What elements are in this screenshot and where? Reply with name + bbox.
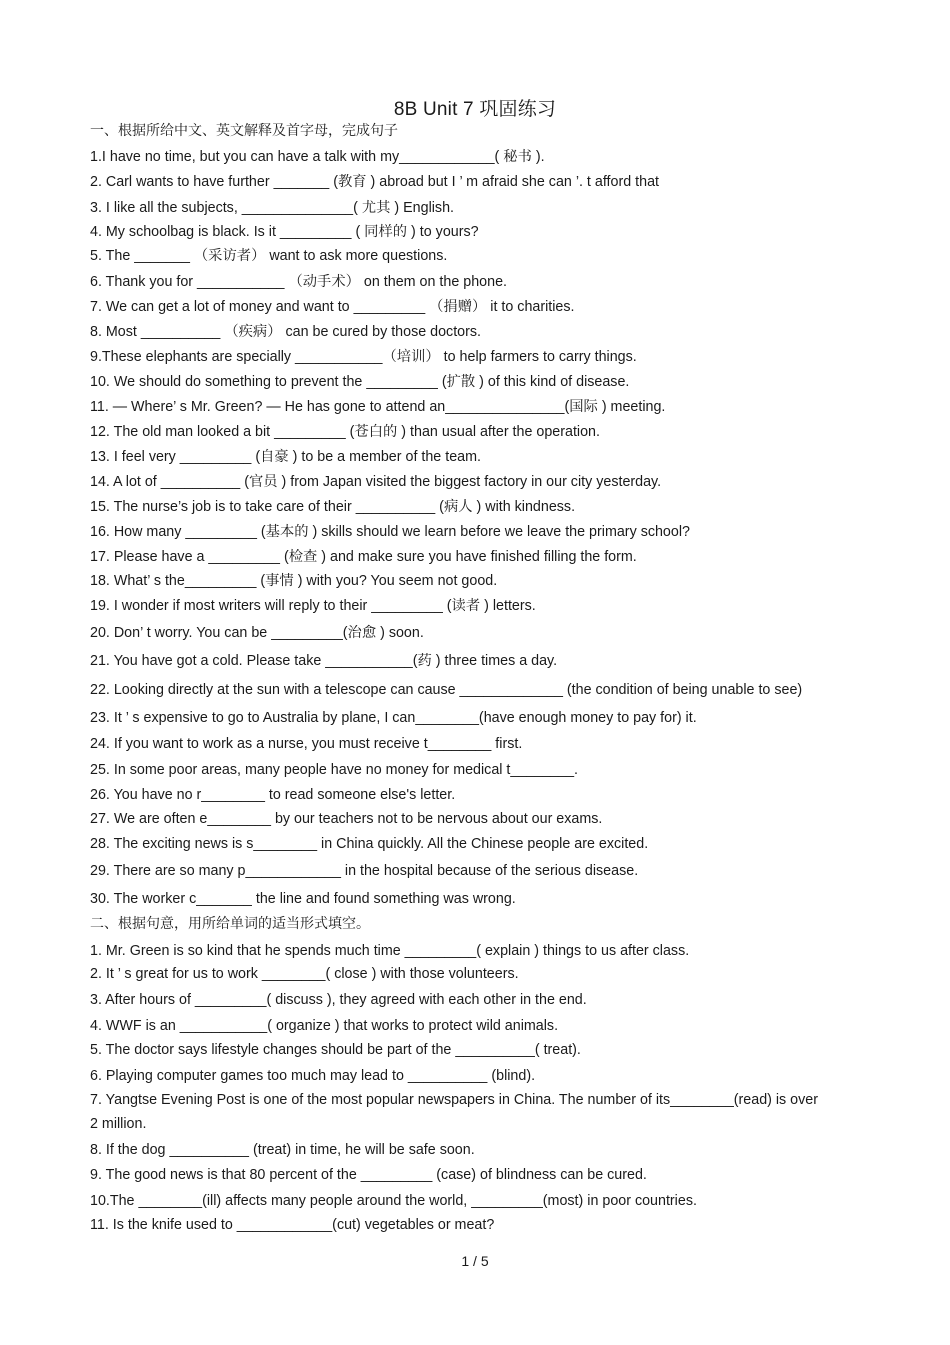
question-line: 10.The ________(ill) affects many people around the world, _________(most) in poor countries. xyxy=(90,1193,697,1209)
question-line: 25. In some poor areas, many people have no money for medical t________. xyxy=(90,762,578,778)
question-line: 24. If you want to work as a nurse, you must receive t________ first. xyxy=(90,736,523,752)
question-line: 5. The _______ （采访者） want to ask more questions. xyxy=(90,248,448,264)
question-line: 14. A lot of __________ (官员 ) from Japan visited the biggest factory in our city yesterday. xyxy=(90,474,662,490)
question-line: 9.These elephants are specially ___________（培训） to help farmers to carry things. xyxy=(90,349,637,365)
question-line: 29. There are so many p____________ in the hospital because of the serious disease. xyxy=(90,863,639,879)
question-line: 27. We are often e________ by our teachers not to be nervous about our exams. xyxy=(90,811,603,827)
question-line: 30. The worker c_______ the line and found something was wrong. xyxy=(90,891,516,907)
question-line: 7. Yangtse Evening Post is one of the most popular newspapers in China. The number of its________(read) is over xyxy=(90,1092,818,1108)
question-line: 16. How many _________ (基本的 ) skills should we learn before we leave the primary school? xyxy=(90,524,690,540)
question-line: 6. Playing computer games too much may lead to __________ (blind). xyxy=(90,1068,536,1084)
question-line: 4. My schoolbag is black. Is it _________ ( 同样的 ) to yours? xyxy=(90,224,479,240)
question-line: 3. After hours of _________( discuss ), they agreed with each other in the end. xyxy=(90,992,587,1008)
question-line: 10. We should do something to prevent the _________ (扩散 ) of this kind of disease. xyxy=(90,374,630,390)
question-line: 13. I feel very _________ (自豪 ) to be a member of the team. xyxy=(90,449,481,465)
question-line: 17. Please have a _________ (检查 ) and make sure you have finished filling the form. xyxy=(90,549,637,565)
question-line: 6. Thank you for ___________ （动手术） on them on the phone. xyxy=(90,274,507,290)
question-line: 9. The good news is that 80 percent of the _________ (case) of blindness can be cured. xyxy=(90,1167,647,1183)
question-line: 11. Is the knife used to ____________(cut) vegetables or meat? xyxy=(90,1217,495,1233)
question-line: 21. You have got a cold. Please take ___________(药 ) three times a day. xyxy=(90,653,558,669)
question-line: 22. Looking directly at the sun with a telescope can cause _____________ (the condition of being unable to see) xyxy=(90,682,803,698)
page-title: 8B Unit 7 巩固练习 xyxy=(393,99,557,120)
question-line: 1. Mr. Green is so kind that he spends much time _________( explain ) things to us after class. xyxy=(90,943,690,959)
question-line: 1.I have no time, but you can have a talk with my____________( 秘书 ). xyxy=(90,149,545,165)
question-line: 5. The doctor says lifestyle changes should be part of the __________( treat). xyxy=(90,1042,581,1058)
question-line: 20. Don’ t worry. You can be _________(治愈 ) soon. xyxy=(90,625,424,641)
question-line: 7. We can get a lot of money and want to _________ （捐赠） it to charities. xyxy=(90,299,575,315)
question-line: 28. The exciting news is s________ in China quickly. All the Chinese people are excited. xyxy=(90,836,649,852)
question-line: 3. I like all the subjects, ______________( 尤其 ) English. xyxy=(90,200,454,216)
question-line: 11. — Where’ s Mr. Green? — He has gone to attend an_______________(国际 ) meeting. xyxy=(90,399,666,415)
section-1-heading: 一、根据所给中文、英文解释及首字母，完成句子 xyxy=(90,122,398,138)
question-line: 8. If the dog __________ (treat) in time, he will be safe soon. xyxy=(90,1142,475,1158)
question-line: 8. Most __________ （疾病） can be cured by those doctors. xyxy=(90,324,481,340)
section-2-heading: 二、根据句意，用所给单词的适当形式填空。 xyxy=(90,915,370,931)
question-line: 2. Carl wants to have further _______ (教育 ) abroad but I ’ m afraid she can ’. t afford that xyxy=(90,174,659,190)
question-line: 2. It ’ s great for us to work ________( close ) with those volunteers. xyxy=(90,966,519,982)
question-line: 18. What’ s the_________ (事情 ) with you? You seem not good. xyxy=(90,573,498,589)
question-line: 4. WWF is an ___________( organize ) that works to protect wild animals. xyxy=(90,1018,559,1034)
page-number: 1 / 5 xyxy=(461,1253,489,1269)
question-line: 15. The nurse’s job is to take care of their __________ (病人 ) with kindness. xyxy=(90,499,576,515)
question-line: 12. The old man looked a bit _________ (苍白的 ) than usual after the operation. xyxy=(90,424,600,440)
question-line: 2 million. xyxy=(90,1116,147,1132)
question-line: 19. I wonder if most writers will reply to their _________ (读者 ) letters. xyxy=(90,598,536,614)
question-line: 26. You have no r________ to read someone else's letter. xyxy=(90,787,456,803)
question-line: 23. It ’ s expensive to go to Australia by plane, I can________(have enough money to pay for) it. xyxy=(90,710,697,726)
